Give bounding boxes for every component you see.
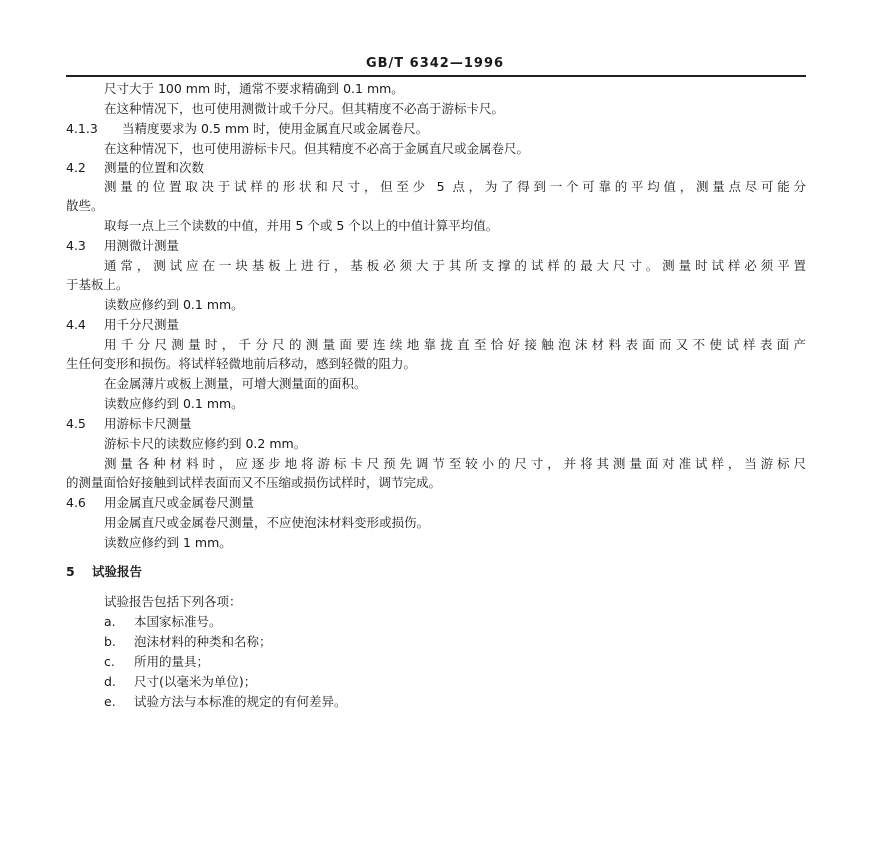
text-line: 读数应修约到 0.1 mm。 <box>104 297 244 312</box>
list-marker: c. <box>104 654 115 669</box>
list-item: 泡沫材料的种类和名称； <box>134 634 272 649</box>
text-line: 尺寸大于 100 mm 时，通常不要求精确到 0.1 mm。 <box>104 81 404 96</box>
list-marker: d. <box>104 674 116 689</box>
list-item: 尺寸(以毫米为单位)； <box>134 674 257 689</box>
section-title: 用金属直尺或金属卷尺测量 <box>104 495 255 510</box>
text-line: 取每一点上三个读数的中值，并用 5 个或 5 个以上的中值计算平均值。 <box>104 218 499 233</box>
section-title: 试验报告 <box>92 564 143 579</box>
section-number: 4.5 <box>66 416 86 431</box>
section-number: 4.6 <box>66 495 86 510</box>
text-line: 在金属薄片或板上测量，可增大测量面的面积。 <box>104 376 367 391</box>
text-line: 读数应修约到 1 mm。 <box>104 535 232 550</box>
section-number: 4.3 <box>66 238 86 253</box>
section-number: 4.4 <box>66 317 86 332</box>
list-marker: e. <box>104 694 116 709</box>
text-line: 散些。 <box>66 198 104 213</box>
section-title: 用游标卡尺测量 <box>104 416 192 431</box>
text-line: 游标卡尺的读数应修约到 0.2 mm。 <box>104 436 307 451</box>
text-line: 测量各种材料时，应逐步地将游标卡尺预先调节至较小的尺寸，并将其测量面对准试样，当游标尺 <box>104 456 806 471</box>
list-item: 本国家标准号。 <box>134 614 222 629</box>
text-line: 在这种情况下，也可使用测微计或千分尺。但其精度不必高于游标卡尺。 <box>104 101 505 116</box>
text-line: 读数应修约到 0.1 mm。 <box>104 396 244 411</box>
section-title: 用千分尺测量 <box>104 317 180 332</box>
text-line: 于基板上。 <box>66 277 129 292</box>
standard-header: GB/T 6342—1996 <box>365 56 505 71</box>
section-title: 测量的位置和次数 <box>104 160 205 175</box>
list-item: 所用的量具； <box>134 654 210 669</box>
text-line: 的测量面恰好接触到试样表面而又不压缩或损伤试样时，调节完成。 <box>66 475 442 490</box>
section-number: 4.1.3 <box>66 121 98 136</box>
section-title: 用测微计测量 <box>104 238 180 253</box>
section-number: 4.2 <box>66 160 86 175</box>
section-number: 5 <box>66 564 75 579</box>
text-line: 当精度要求为 0.5 mm 时，使用金属直尺或金属卷尺。 <box>122 121 429 136</box>
list-marker: a. <box>104 614 116 629</box>
text-line: 用金属直尺或金属卷尺测量，不应使泡沫材料变形或损伤。 <box>104 515 430 530</box>
text-line: 试验报告包括下列各项： <box>104 594 242 609</box>
header-rule <box>66 75 806 77</box>
text-line: 通常，测试应在一块基板上进行，基板必须大于其所支撑的试样的最大尺寸。测量时试样必须平置 <box>104 258 806 273</box>
text-line: 测量的位置取决于试样的形状和尺寸，但至少 5 点，为了得到一个可靠的平均值，测量点尽可能分 <box>104 179 806 194</box>
text-line: 生任何变形和损伤。将试样轻微地前后移动，感到轻微的阻力。 <box>66 356 417 371</box>
text-line: 用千分尺测量时，千分尺的测量面要连续地靠拢直至恰好接触泡沫材料表面而又不使试样表面产 <box>104 337 806 352</box>
list-marker: b. <box>104 634 116 649</box>
text-line: 在这种情况下，也可使用游标卡尺。但其精度不必高于金属直尺或金属卷尺。 <box>104 141 530 156</box>
list-item: 试验方法与本标准的规定的有何差异。 <box>134 694 347 709</box>
